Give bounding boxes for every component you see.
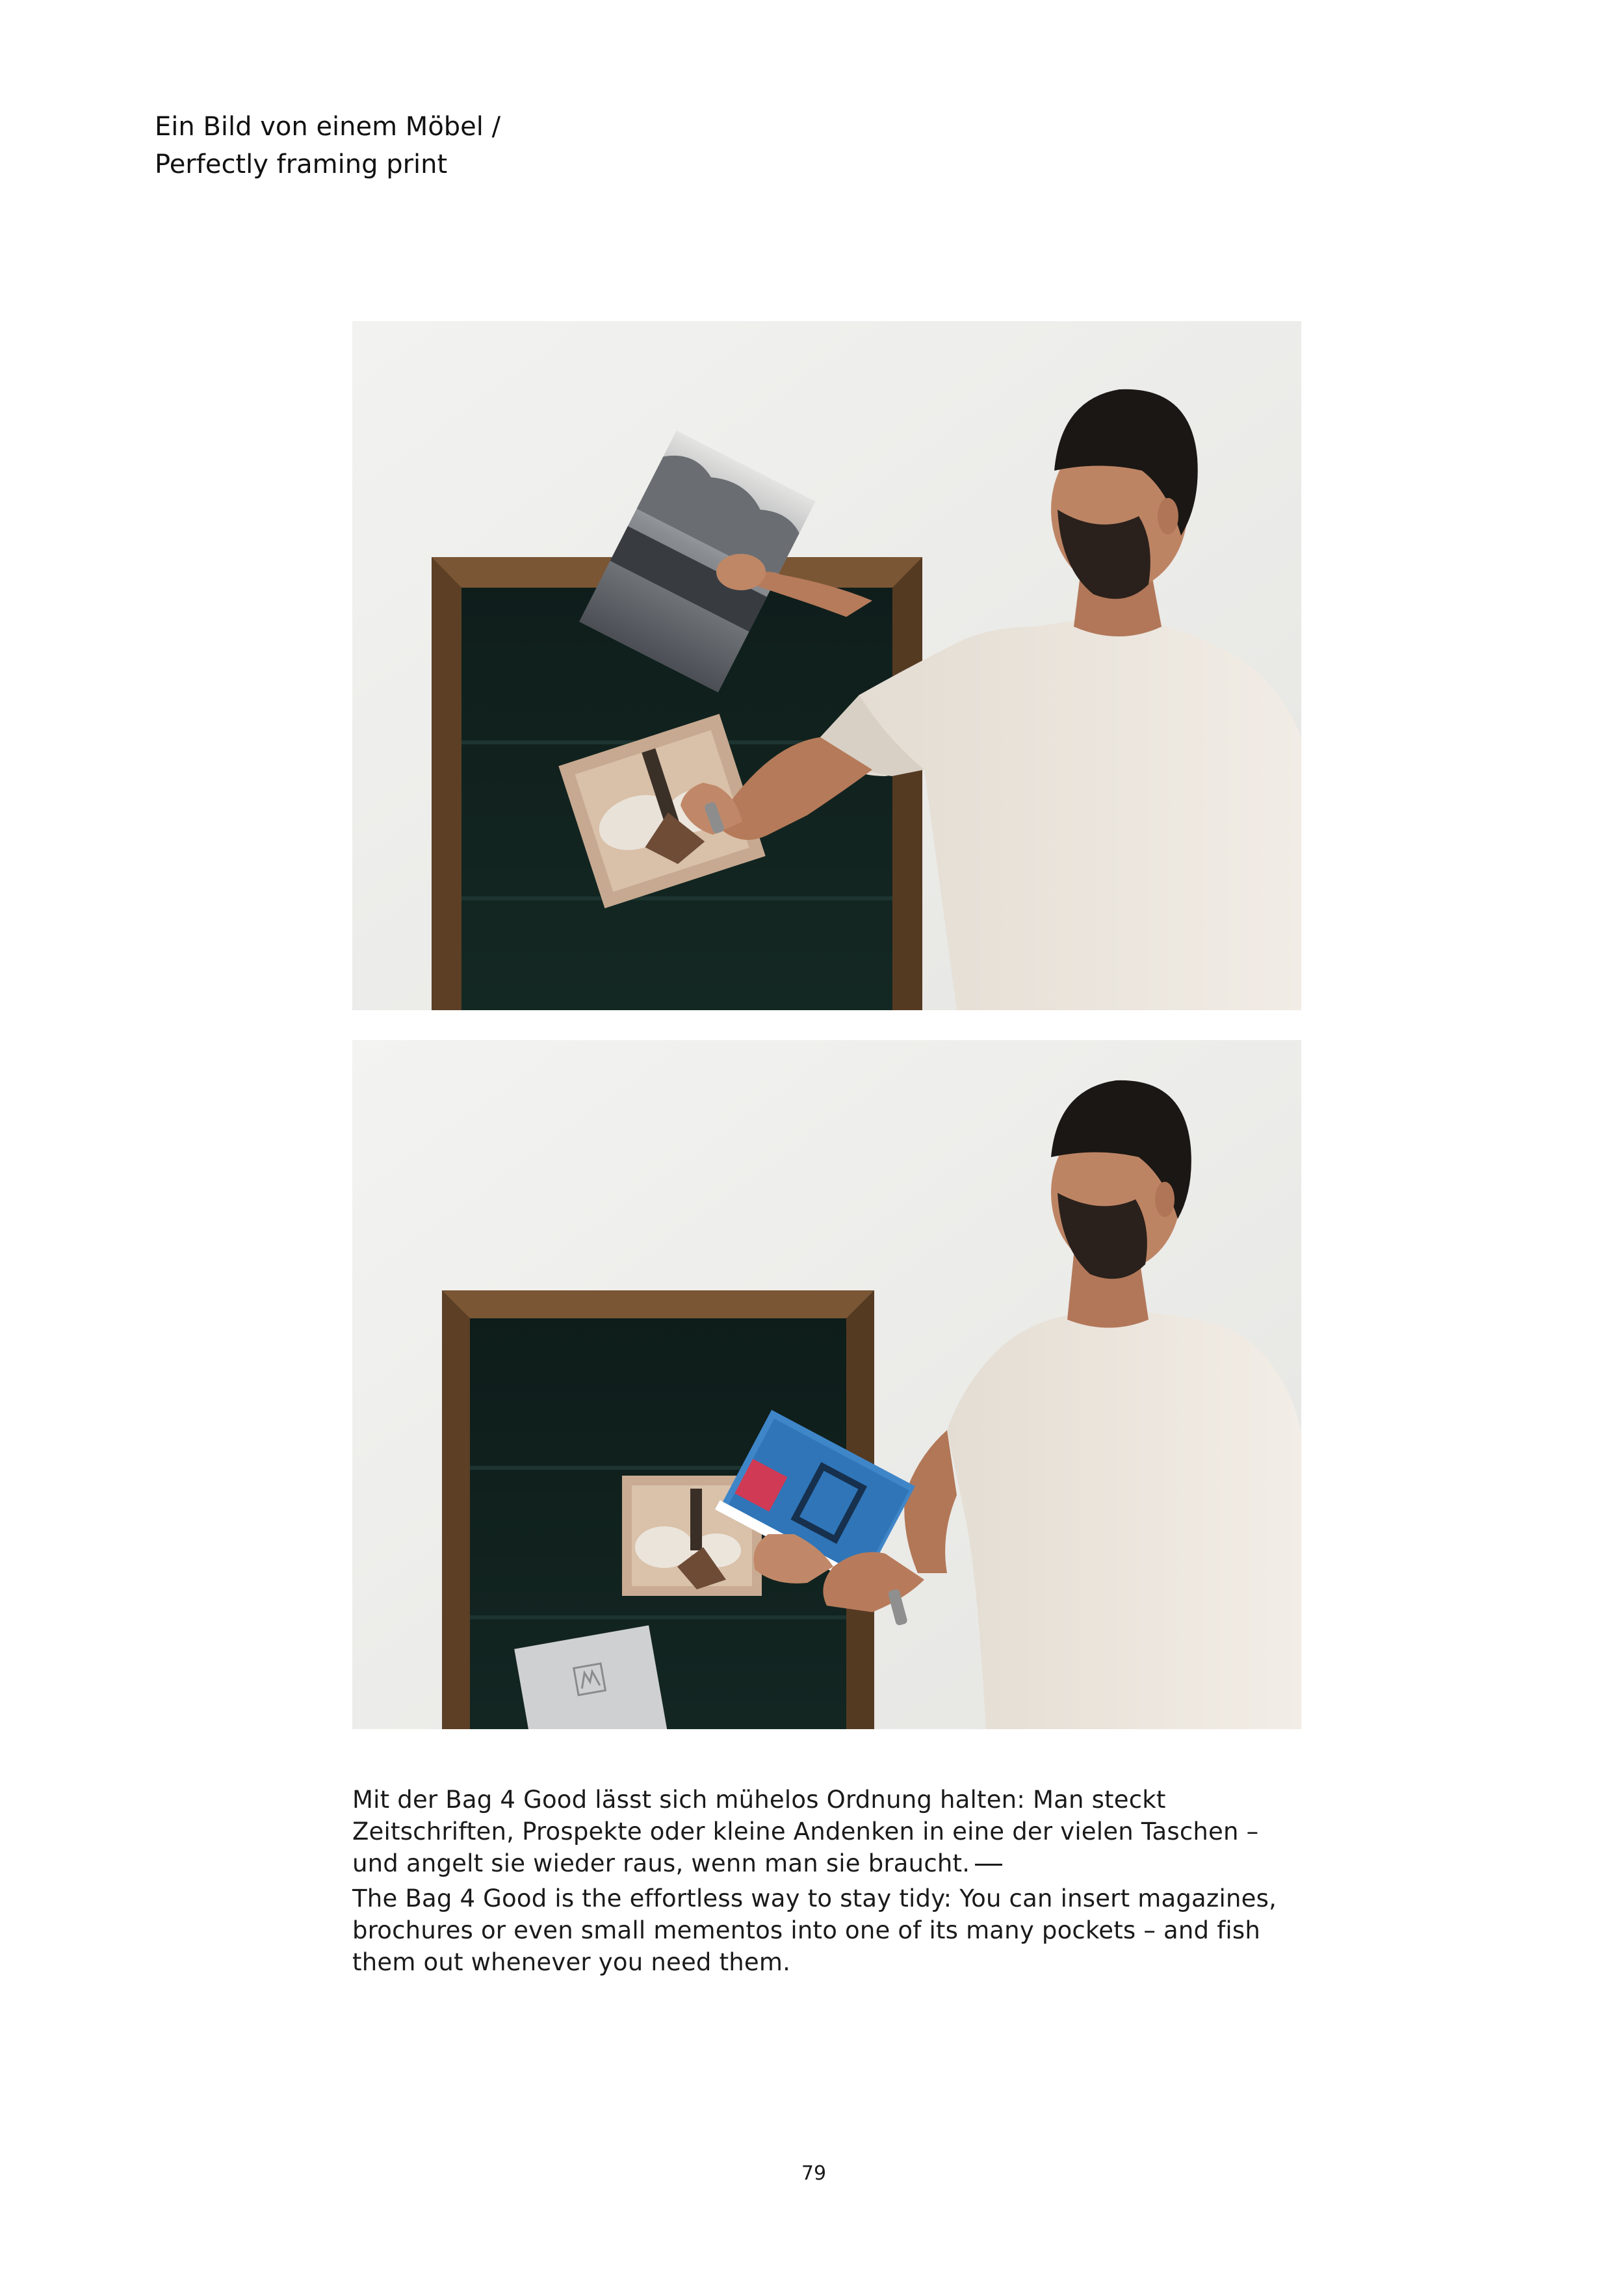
page-heading <box>155 108 500 183</box>
heading-line-german: Ein Bild von einem Möbel / <box>155 112 501 142</box>
page-number: 79 <box>801 2162 827 2185</box>
body-text-german-content: Mit der Bag 4 Good lässt sich mühelos Ordnung halten: Man steckt Zeitschriften, Prospekte oder kleine Andenken in eine der vielen Taschen – und angelt sie wieder raus, wenn man sie braucht. <box>352 1786 1259 1877</box>
body-text-english: The Bag 4 Good is the effortless way to stay tidy: You can insert magazines, brochures or even small mementos into one of its many pockets – and fish them out whenever you need them. <box>352 1885 1277 1976</box>
photo-placing-magazine <box>352 321 1301 1010</box>
body-text-german <box>352 1784 1301 1879</box>
heading-line-english: Perfectly framing print <box>155 150 448 179</box>
end-mark <box>975 1864 1002 1866</box>
photo-reading-magazine <box>352 1040 1301 1729</box>
